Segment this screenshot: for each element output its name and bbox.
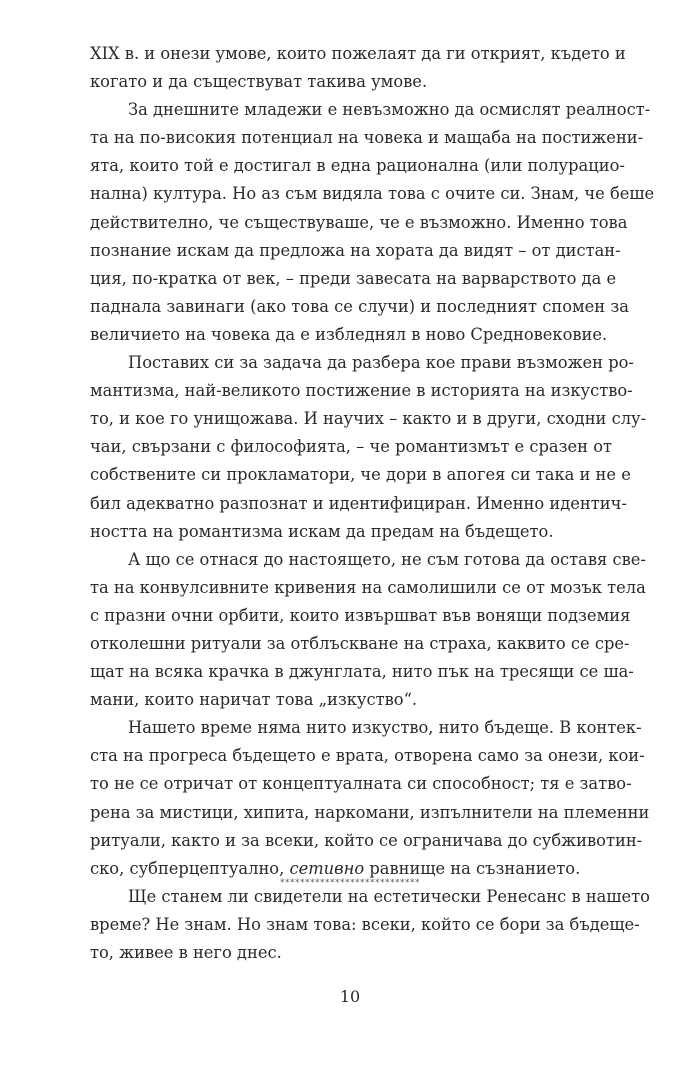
text-line: щат на всяка крачка в джунглата, нито пък на тресящи се ша-: [90, 662, 634, 682]
paragraph-6: [90, 883, 650, 967]
text-line: с празни очни орбити, които извършват във вонящи подземия: [90, 605, 631, 625]
text-line: За днешните младежи е невъзможно да осмислят реалност-: [128, 100, 651, 120]
text-line: ция, по-кратка от век, – преди завесата на варварството да е: [90, 268, 617, 288]
text-fragment: ско, субперцептуално,: [90, 858, 290, 878]
text-line: паднала завинаги (ако това се случи) и последният спомен за: [90, 296, 629, 316]
text-line: ритуали, както и за всеки, който се ограничава до субживотин-: [90, 830, 643, 850]
page-body: [90, 40, 655, 967]
text-line: когато и да съществуват такива умове.: [90, 72, 428, 92]
paragraph-5: [90, 714, 650, 883]
text-line: собствените си прокламатори, че дори в апогея си така и не е: [90, 465, 631, 485]
text-line: познание искам да предложа на хората да видят – от дистан-: [90, 240, 621, 260]
text-line: Нашето време няма нито изкуство, нито бъдеще. В контек-: [128, 718, 642, 738]
emphasis-text: сетивно: [289, 858, 365, 878]
text-line: мантизма, най-великото постижение в историята на изкуство-: [90, 381, 633, 401]
text-line: то, живее в него днес.: [90, 943, 282, 962]
paragraph-1: [90, 40, 626, 96]
text-line: рена за мистици, хипита, наркомани, изпълнители на племенни: [90, 802, 650, 822]
text-line: бил адекватно разпознат и идентифициран. Именно идентич-: [90, 493, 627, 513]
text-line: то, и кое го унищожава. И научих – както и в други, сходни слу-: [90, 409, 647, 429]
text-line: Ще станем ли свидетели на естетически Ренесанс в нашето: [128, 886, 650, 906]
text-line: ята, които той е достигал в една рационална (или полурацио-: [90, 156, 625, 176]
text-line: то не се отричат от концептуалната си способност; тя е затво-: [90, 774, 632, 794]
text-line: ността на романтизма искам да предам на бъдещето.: [90, 521, 554, 541]
text-line: мани, които наричат това „изкуство“.: [90, 690, 418, 710]
page-number: 10: [339, 987, 361, 1006]
text-line: време? Не знам. Но знам това: всеки, който се бори за бъдеще-: [90, 914, 640, 934]
text-line: Поставих си за задача да разбера кое прави възможен ро-: [128, 353, 634, 373]
text-line: величието на човека да е избледнял в ново Средновековие.: [90, 324, 608, 344]
text-line: та на по-високия потенциал на човека и мащаба на постижени-: [90, 128, 644, 148]
text-fragment: равнище на съзнанието.: [369, 858, 581, 878]
text-line: нална) култура. Но аз съм видяла това с очите си. Знам, че беше: [90, 184, 655, 204]
text-line: действително, че съществуваше, че е възможно. Именно това: [90, 212, 628, 232]
text-line: та на конвулсивните кривения на самолишили се от мозък тела: [90, 577, 646, 597]
paragraph-4: [90, 546, 646, 715]
text-line: XIX в. и онези умове, които пожелаят да ги открият, където и: [90, 44, 626, 63]
text-line: А що се отнася до настоящето, не съм готова да оставя све-: [128, 549, 646, 569]
paragraph-2: [90, 96, 655, 349]
section-separator: ****************************: [280, 878, 420, 888]
text-line: отколешни ритуали за отблъскване на страха, каквито се сре-: [90, 633, 630, 653]
paragraph-3: [90, 349, 647, 546]
text-line: чаи, свързани с философията, – че романтизмът е сразен от: [90, 437, 612, 457]
text-line: ста на прогреса бъдещето е врата, отворена само за онези, кои-: [90, 746, 645, 766]
